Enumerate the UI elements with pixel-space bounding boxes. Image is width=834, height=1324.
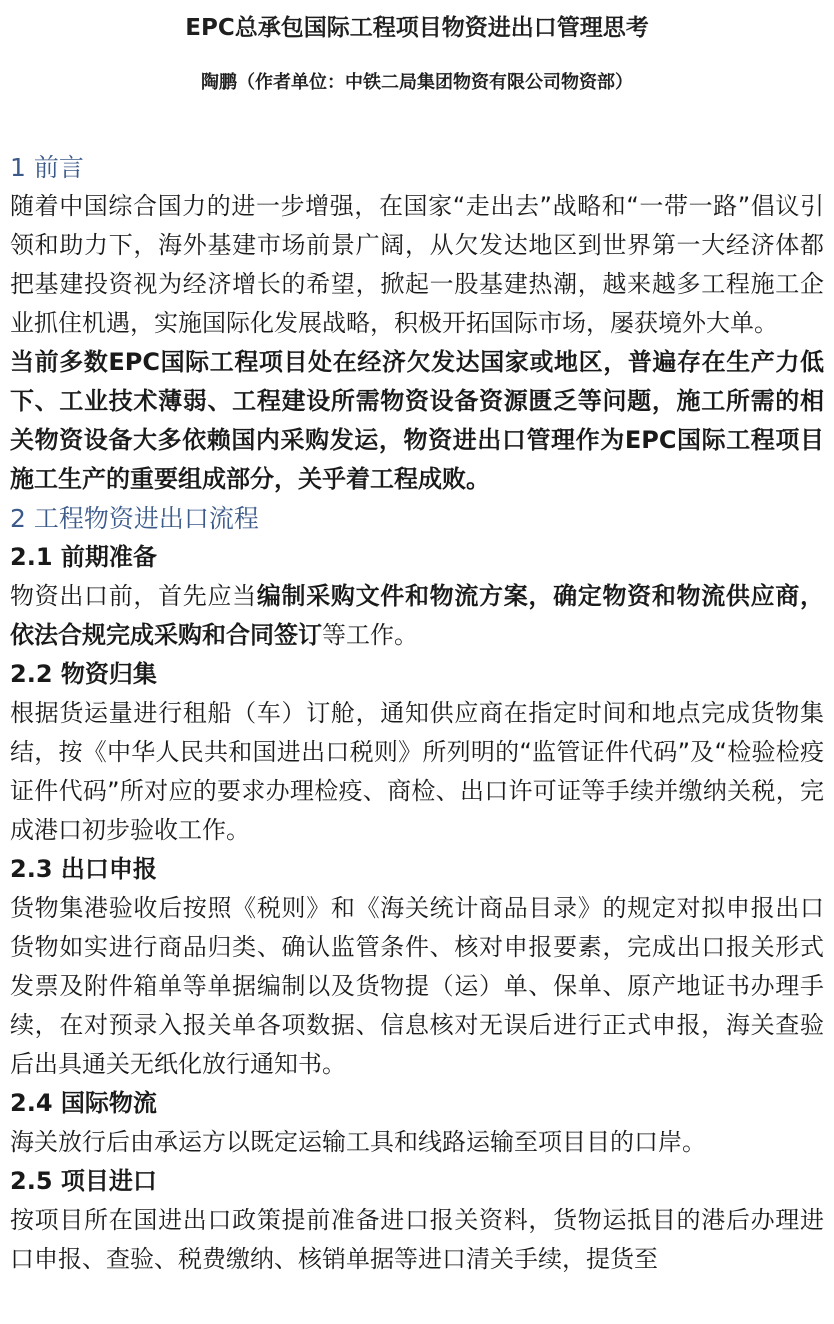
preparation-text-emphasis: 编制采购文件和物流方案，确定物资和物流供应商，依法合规完成采购和合同签订 [10,582,824,649]
preparation-paragraph [10,577,824,655]
section-heading-process: 2 工程物资进出口流程 [10,504,259,533]
collection-paragraph: 根据货运量进行租船（车）订舱，通知供应商在指定时间和地点完成货物集结，按《中华人民共和国进出口税则》所列明的“监管证件代码”及“检验检疫证件代码”所对应的要求办理检疫、商检、出口许可证等手续并缴纳关税，完成港口初步验收工作。 [10,699,824,844]
article-body [10,148,824,1279]
subsection-heading-import: 2.5 项目进口 [10,1167,157,1195]
subsection-heading-preparation: 2.1 前期准备 [10,543,157,571]
preface-bold-paragraph: 当前多数EPC国际工程项目处在经济欠发达国家或地区，普遍存在生产力低下、工业技术薄弱、工程建设所需物资设备资源匮乏等问题，施工所需的相关物资设备大多依赖国内采购发运，物资进出口管理作为EPC国际工程项目施工生产的重要组成部分，关乎着工程成败。 [10,348,824,493]
subsection-heading-logistics: 2.4 国际物流 [10,1089,157,1117]
section-heading-preface: 1 前言 [10,153,84,182]
subsection-heading-export-declaration: 2.3 出口申报 [10,855,157,883]
preparation-text-end: 等工作。 [322,621,418,649]
preface-paragraph: 随着中国综合国力的进一步增强，在国家“走出去”战略和“一带一路”倡议引领和助力下，海外基建市场前景广阔，从欠发达地区到世界第一大经济体都把基建投资视为经济增长的希望，掀起一股基建热潮，越来越多工程施工企业抓住机遇，实施国际化发展战略，积极开拓国际市场，屡获境外大单。 [10,192,824,337]
preparation-text-start: 物资出口前，首先应当 [10,582,257,610]
subsection-heading-collection: 2.2 物资归集 [10,660,157,688]
article-title: EPC总承包国际工程项目物资进出口管理思考 [185,15,649,41]
logistics-paragraph: 海关放行后由承运方以既定运输工具和线路运输至项目目的口岸。 [10,1128,706,1156]
author-line: 陶鹏（作者单位：中铁二局集团物资有限公司物资部） [201,72,633,93]
import-paragraph: 按项目所在国进出口政策提前准备进口报关资料，货物运抵目的港后办理进口申报、查验、税费缴纳、核销单据等进口清关手续，提货至 [10,1206,824,1273]
export-declaration-paragraph: 货物集港验收后按照《税则》和《海关统计商品目录》的规定对拟申报出口货物如实进行商品归类、确认监管条件、核对申报要素，完成出口报关形式发票及附件箱单等单据编制以及货物提（运）单、保单、原产地证书办理手续，在对预录入报关单各项数据、信息核对无误后进行正式申报，海关查验后出具通关无纸化放行通知书。 [10,894,824,1078]
